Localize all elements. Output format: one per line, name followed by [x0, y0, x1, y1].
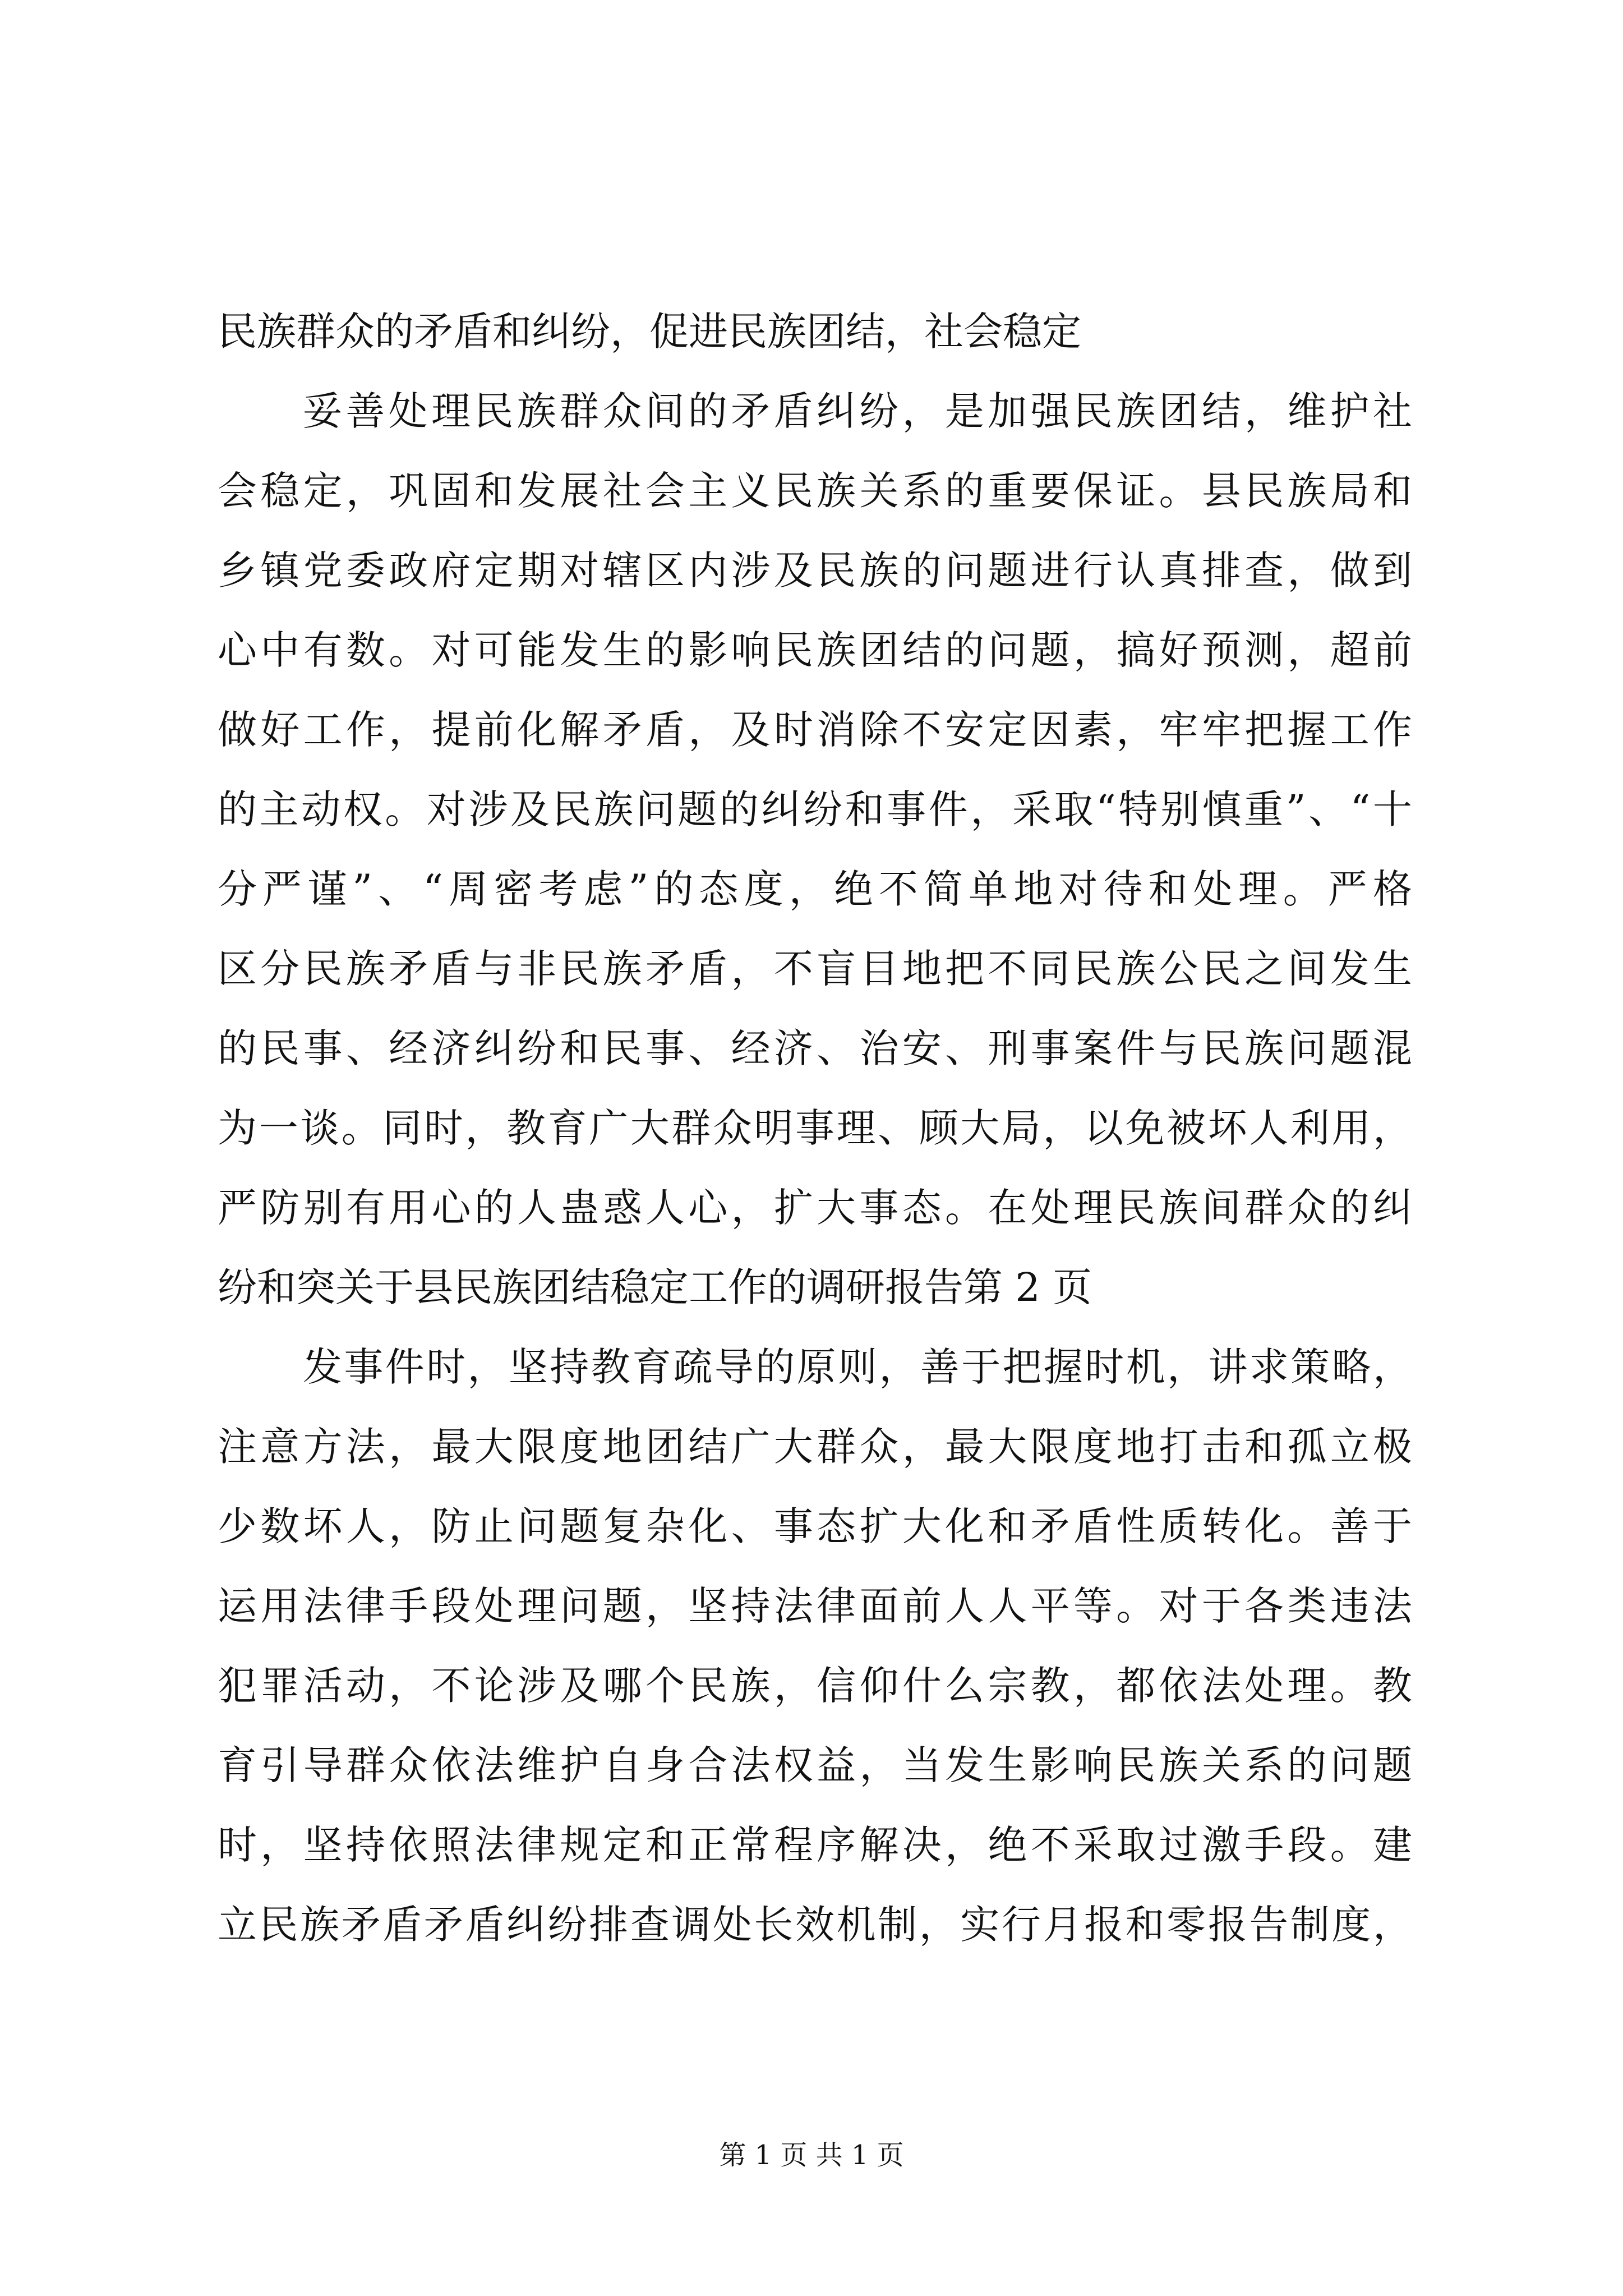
paragraph-line: 妥善处理民族群众间的矛盾纠纷，是加强民族团结，维护社 [303, 388, 1412, 434]
paragraph-line: 乡镇党委政府定期对辖区内涉及民族的问题进行认真排查，做到 [218, 547, 1412, 593]
paragraph-line: 发事件时，坚持教育疏导的原则，善于把握时机，讲求策略， [303, 1344, 1412, 1390]
paragraph-line: 立民族矛盾矛盾纠纷排查调处长效机制，实行月报和零报告制度， [218, 1902, 1412, 1948]
paragraph-line: 会稳定，巩固和发展社会主义民族关系的重要保证。县民族局和 [218, 468, 1412, 514]
document-body [218, 292, 1412, 1964]
paragraph-line: 严防别有用心的人蛊惑人心，扩大事态。在处理民族间群众的纠 [218, 1185, 1412, 1231]
paragraph-line: 犯罪活动，不论涉及哪个民族，信仰什么宗教，都依法处理。教 [218, 1663, 1412, 1709]
paragraph-line: 为一谈。同时，教育广大群众明事理、顾大局，以免被坏人利用， [218, 1105, 1412, 1151]
paragraph-line: 纷和突关于县民族团结稳定工作的调研报告第 2 页 [218, 1264, 1092, 1310]
paragraph-line: 注意方法，最大限度地团结广大群众，最大限度地打击和孤立极 [218, 1424, 1412, 1470]
paragraph-line: 育引导群众依法维护自身合法权益，当发生影响民族关系的问题 [218, 1742, 1412, 1788]
paragraph-line: 时，坚持依照法律规定和正常程序解决，绝不采取过激手段。建 [218, 1822, 1412, 1868]
paragraph-line: 民族群众的矛盾和纠纷，促进民族团结，社会稳定 [218, 309, 1081, 355]
paragraph-line: 的民事、经济纠纷和民事、经济、治安、刑事案件与民族问题混 [218, 1025, 1412, 1071]
paragraph-line: 运用法律手段处理问题，坚持法律面前人人平等。对于各类违法 [218, 1583, 1412, 1629]
page-number-footer: 第 1 页 共 1 页 [719, 2139, 904, 2171]
paragraph-line: 心中有数。对可能发生的影响民族团结的问题，搞好预测，超前 [218, 627, 1412, 673]
paragraph-line: 少数坏人，防止问题复杂化、事态扩大化和矛盾性质转化。善于 [218, 1503, 1412, 1549]
paragraph-line: 做好工作，提前化解矛盾，及时消除不安定因素，牢牢把握工作 [218, 707, 1412, 753]
paragraph-line: 区分民族矛盾与非民族矛盾，不盲目地把不同民族公民之间发生 [218, 946, 1412, 992]
paragraph-line: 分严谨”、“周密考虑”的态度，绝不简单地对待和处理。严格 [218, 866, 1412, 912]
paragraph-line: 的主动权。对涉及民族问题的纠纷和事件，采取“特别慎重”、“十 [218, 786, 1412, 832]
